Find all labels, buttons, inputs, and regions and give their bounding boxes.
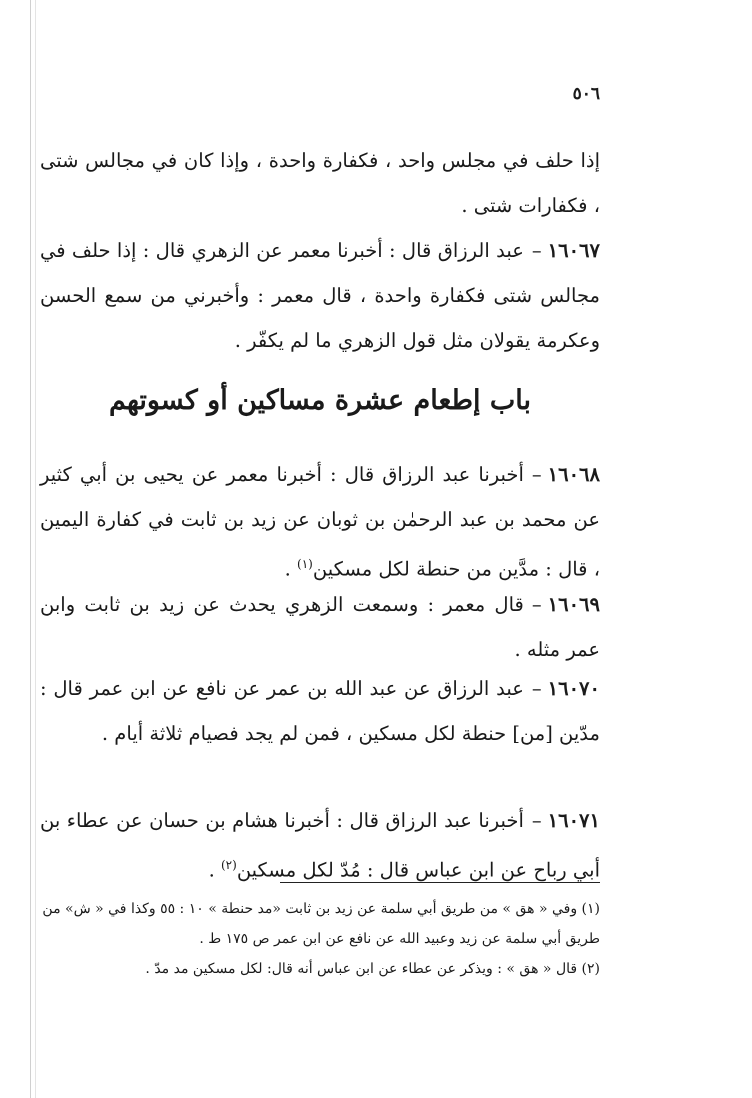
hadith-body — [40, 228, 600, 363]
footnote-separator — [280, 882, 600, 883]
hadith-text: أخبرنا عبد الرزاق قال : أخبرنا هشام بن حسان عن عطاء بن أبي رباح عن ابن عباس قال : مُدّ لكل مسكين — [40, 809, 600, 882]
paragraph-intro — [40, 138, 600, 228]
page-number: ٥٠٦ — [572, 84, 600, 104]
hadith-16067 — [40, 228, 600, 363]
hadith-number: ١٦٠٧٠ — [547, 677, 600, 700]
hadith-16071 — [40, 798, 600, 893]
hadith-16068 — [40, 452, 600, 592]
hadith-dash: – — [531, 593, 542, 616]
hadith-tail: . — [284, 557, 298, 581]
hadith-text: قال معمر : وسمعت الزهري يحدث عن زيد بن ثابت وابن عمر مثله . — [40, 593, 600, 661]
hadith-number: ١٦٠٧١ — [547, 809, 600, 832]
hadith-16069 — [40, 582, 600, 672]
binding-margin-line-inner — [35, 0, 36, 1098]
hadith-body — [40, 582, 600, 672]
hadith-number: ١٦٠٦٧ — [547, 239, 600, 262]
hadith-dash: – — [531, 239, 542, 262]
hadith-text: عبد الرزاق عن عبد الله بن عمر عن نافع عن ابن عمر قال : مدّين [من] حنطة لكل مسكين ، فمن لم يجد فصيام ثلاثة أيام . — [40, 677, 600, 745]
hadith-number: ١٦٠٦٩ — [547, 593, 600, 616]
binding-margin-line — [30, 0, 31, 1098]
chapter-title: باب إطعام عشرة مساكين أو كسوتهم — [108, 385, 532, 416]
hadith-text: عبد الرزاق قال : أخبرنا معمر عن الزهري قال : إذا حلف في مجالس شتى فكفارة واحدة ، قال معمر : وأخبرني من سمع الحسن وعكرمة يقولان مثل قول الزهري ما لم يكفّر . — [40, 239, 600, 352]
footnote-2: (٢) قال « هق » : ويذكر عن عطاء عن ابن عباس أنه قال: لكل مسكين مد مدّ . — [145, 961, 600, 977]
hadith-dash: – — [531, 677, 542, 700]
footnote-1: (١) وفي « هق » من طريق أبي سلمة عن زيد بن ثابت «مد حنطة » ١٠ : ٥٥ وكذا في « ش» من طريق أبي سلمة عن زيد وعبيد الله عن نافع عن ابن عمر ص ١٧٥ ط . — [42, 901, 600, 947]
hadith-dash: – — [531, 463, 542, 486]
hadith-number: ١٦٠٦٨ — [547, 463, 600, 486]
book-page — [40, 0, 600, 1098]
footnote-ref: (١) — [297, 557, 313, 571]
hadith-dash: – — [531, 809, 542, 832]
hadith-body — [40, 666, 600, 756]
hadith-tail: . — [208, 858, 221, 882]
footnotes — [40, 894, 600, 984]
hadith-body — [40, 798, 600, 893]
paragraph-text: إذا حلف في مجلس واحد ، فكفارة واحدة ، وإذا كان في مجالس شتى ، فكفارات شتى . — [40, 149, 600, 217]
hadith-16070 — [40, 666, 600, 756]
footnote-ref: (٢) — [220, 858, 237, 872]
hadith-text: أخبرنا عبد الرزاق قال : أخبرنا معمر عن يحيى بن أبي كثير عن محمد بن عبد الرحمٰن بن ثوبان عن زيد بن ثابت في كفارة اليمين ، قال : مدَّين من حنطة لكل مسكين — [40, 463, 600, 581]
hadith-body — [40, 452, 600, 592]
